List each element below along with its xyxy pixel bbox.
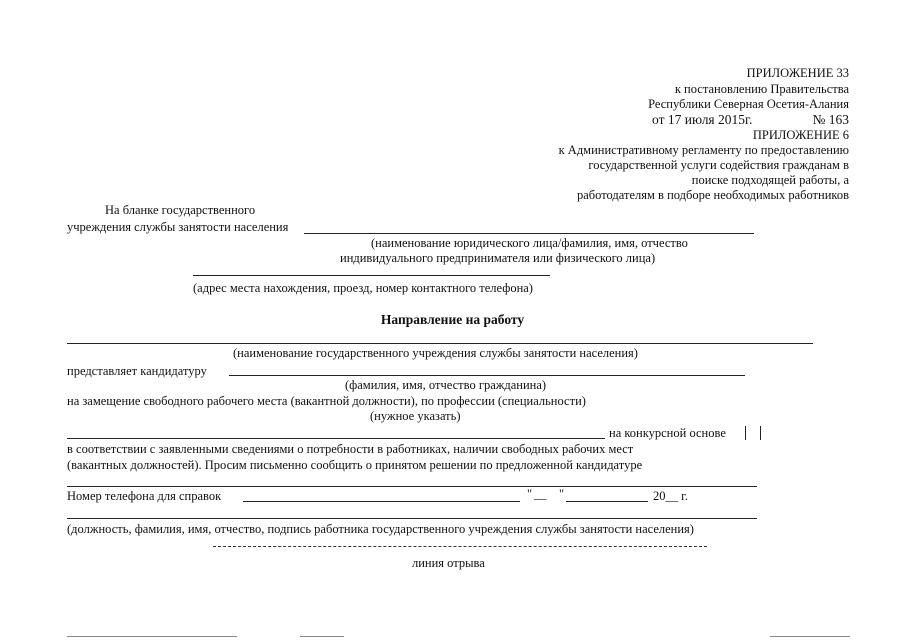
request-text: (вакантных должностей). Просим письменно сообщить о принятом решении по предложенной кандидатуре: [67, 458, 643, 472]
employer-caption-2: индивидуального предпринимателя или физического лица): [340, 251, 656, 265]
represents-label: представляет кандидатуру: [67, 364, 207, 378]
phone-field[interactable]: [243, 501, 520, 502]
appendix-33-label: ПРИЛОЖЕНИЕ 33: [746, 66, 849, 80]
phone-label: Номер телефона для справок: [67, 489, 222, 503]
resolution-date: от 17 июля 2015г.: [652, 112, 753, 127]
address-caption: (адрес места нахождения, проезд, номер контактного телефона): [193, 281, 533, 295]
republic-label: Республики Северная Осетия-Алания: [648, 97, 849, 111]
regulation-line-4: работодателям в подборе необходимых работников: [577, 188, 849, 202]
bottom-fragment-line-2: [300, 636, 344, 637]
employer-caption-1: (наименование юридического лица/фамилия, имя, отчество: [371, 236, 688, 250]
vacancy-label: на замещение свободного рабочего места (вакантной должности), по профессии (специальности): [67, 394, 586, 408]
institution-name-field[interactable]: [67, 343, 813, 344]
profession-field[interactable]: [67, 438, 605, 439]
regulation-line-1: к Административному регламенту по предоставлению: [558, 143, 849, 157]
specify-caption: (нужное указать): [370, 409, 461, 423]
separator-line-1: [67, 486, 757, 487]
tear-line-label: линия отрыва: [412, 556, 485, 570]
appendix-6-label: ПРИЛОЖЕНИЕ 6: [752, 128, 849, 142]
competitive-checkbox[interactable]: [745, 426, 761, 440]
employer-name-field[interactable]: [304, 233, 754, 234]
bottom-fragment-line-1: [67, 636, 237, 637]
candidate-name-field[interactable]: [229, 375, 745, 376]
date-quote-open: ": [527, 487, 533, 501]
date-day-field[interactable]: __: [534, 487, 547, 501]
date-year-field[interactable]: 20__ г.: [653, 489, 688, 503]
tear-dashed-line: [213, 546, 707, 547]
blank-label-line-2: учреждения службы занятости населения: [67, 220, 289, 234]
resolution-number: № 163: [812, 112, 849, 127]
bottom-fragment-line-3: [770, 636, 850, 637]
candidate-caption: (фамилия, имя, отчество гражданина): [345, 378, 547, 392]
date-quote-close: ": [559, 487, 565, 501]
institution-caption: (наименование государственного учреждения службы занятости населения): [233, 346, 638, 360]
regulation-line-2: государственной услуги содействия гражданам в: [588, 158, 849, 172]
employer-address-field[interactable]: [193, 275, 550, 276]
signature-caption: (должность, фамилия, имя, отчество, подпись работника государственного учреждения службы занятости населения): [67, 522, 694, 536]
regulation-line-3: поиске подходящей работы, а: [691, 173, 849, 187]
date-month-field[interactable]: [566, 501, 648, 502]
competitive-label: на конкурсной основе: [609, 426, 726, 440]
blank-label-line-1: На бланке государственного: [105, 203, 256, 217]
accordance-text: в соответствии с заявленными сведениями о потребности в работниках, наличии свободных рабочих мест: [67, 442, 634, 456]
page-title: Направление на работу: [380, 312, 525, 327]
signature-field[interactable]: [67, 518, 757, 519]
resolution-label: к постановлению Правительства: [674, 82, 849, 96]
